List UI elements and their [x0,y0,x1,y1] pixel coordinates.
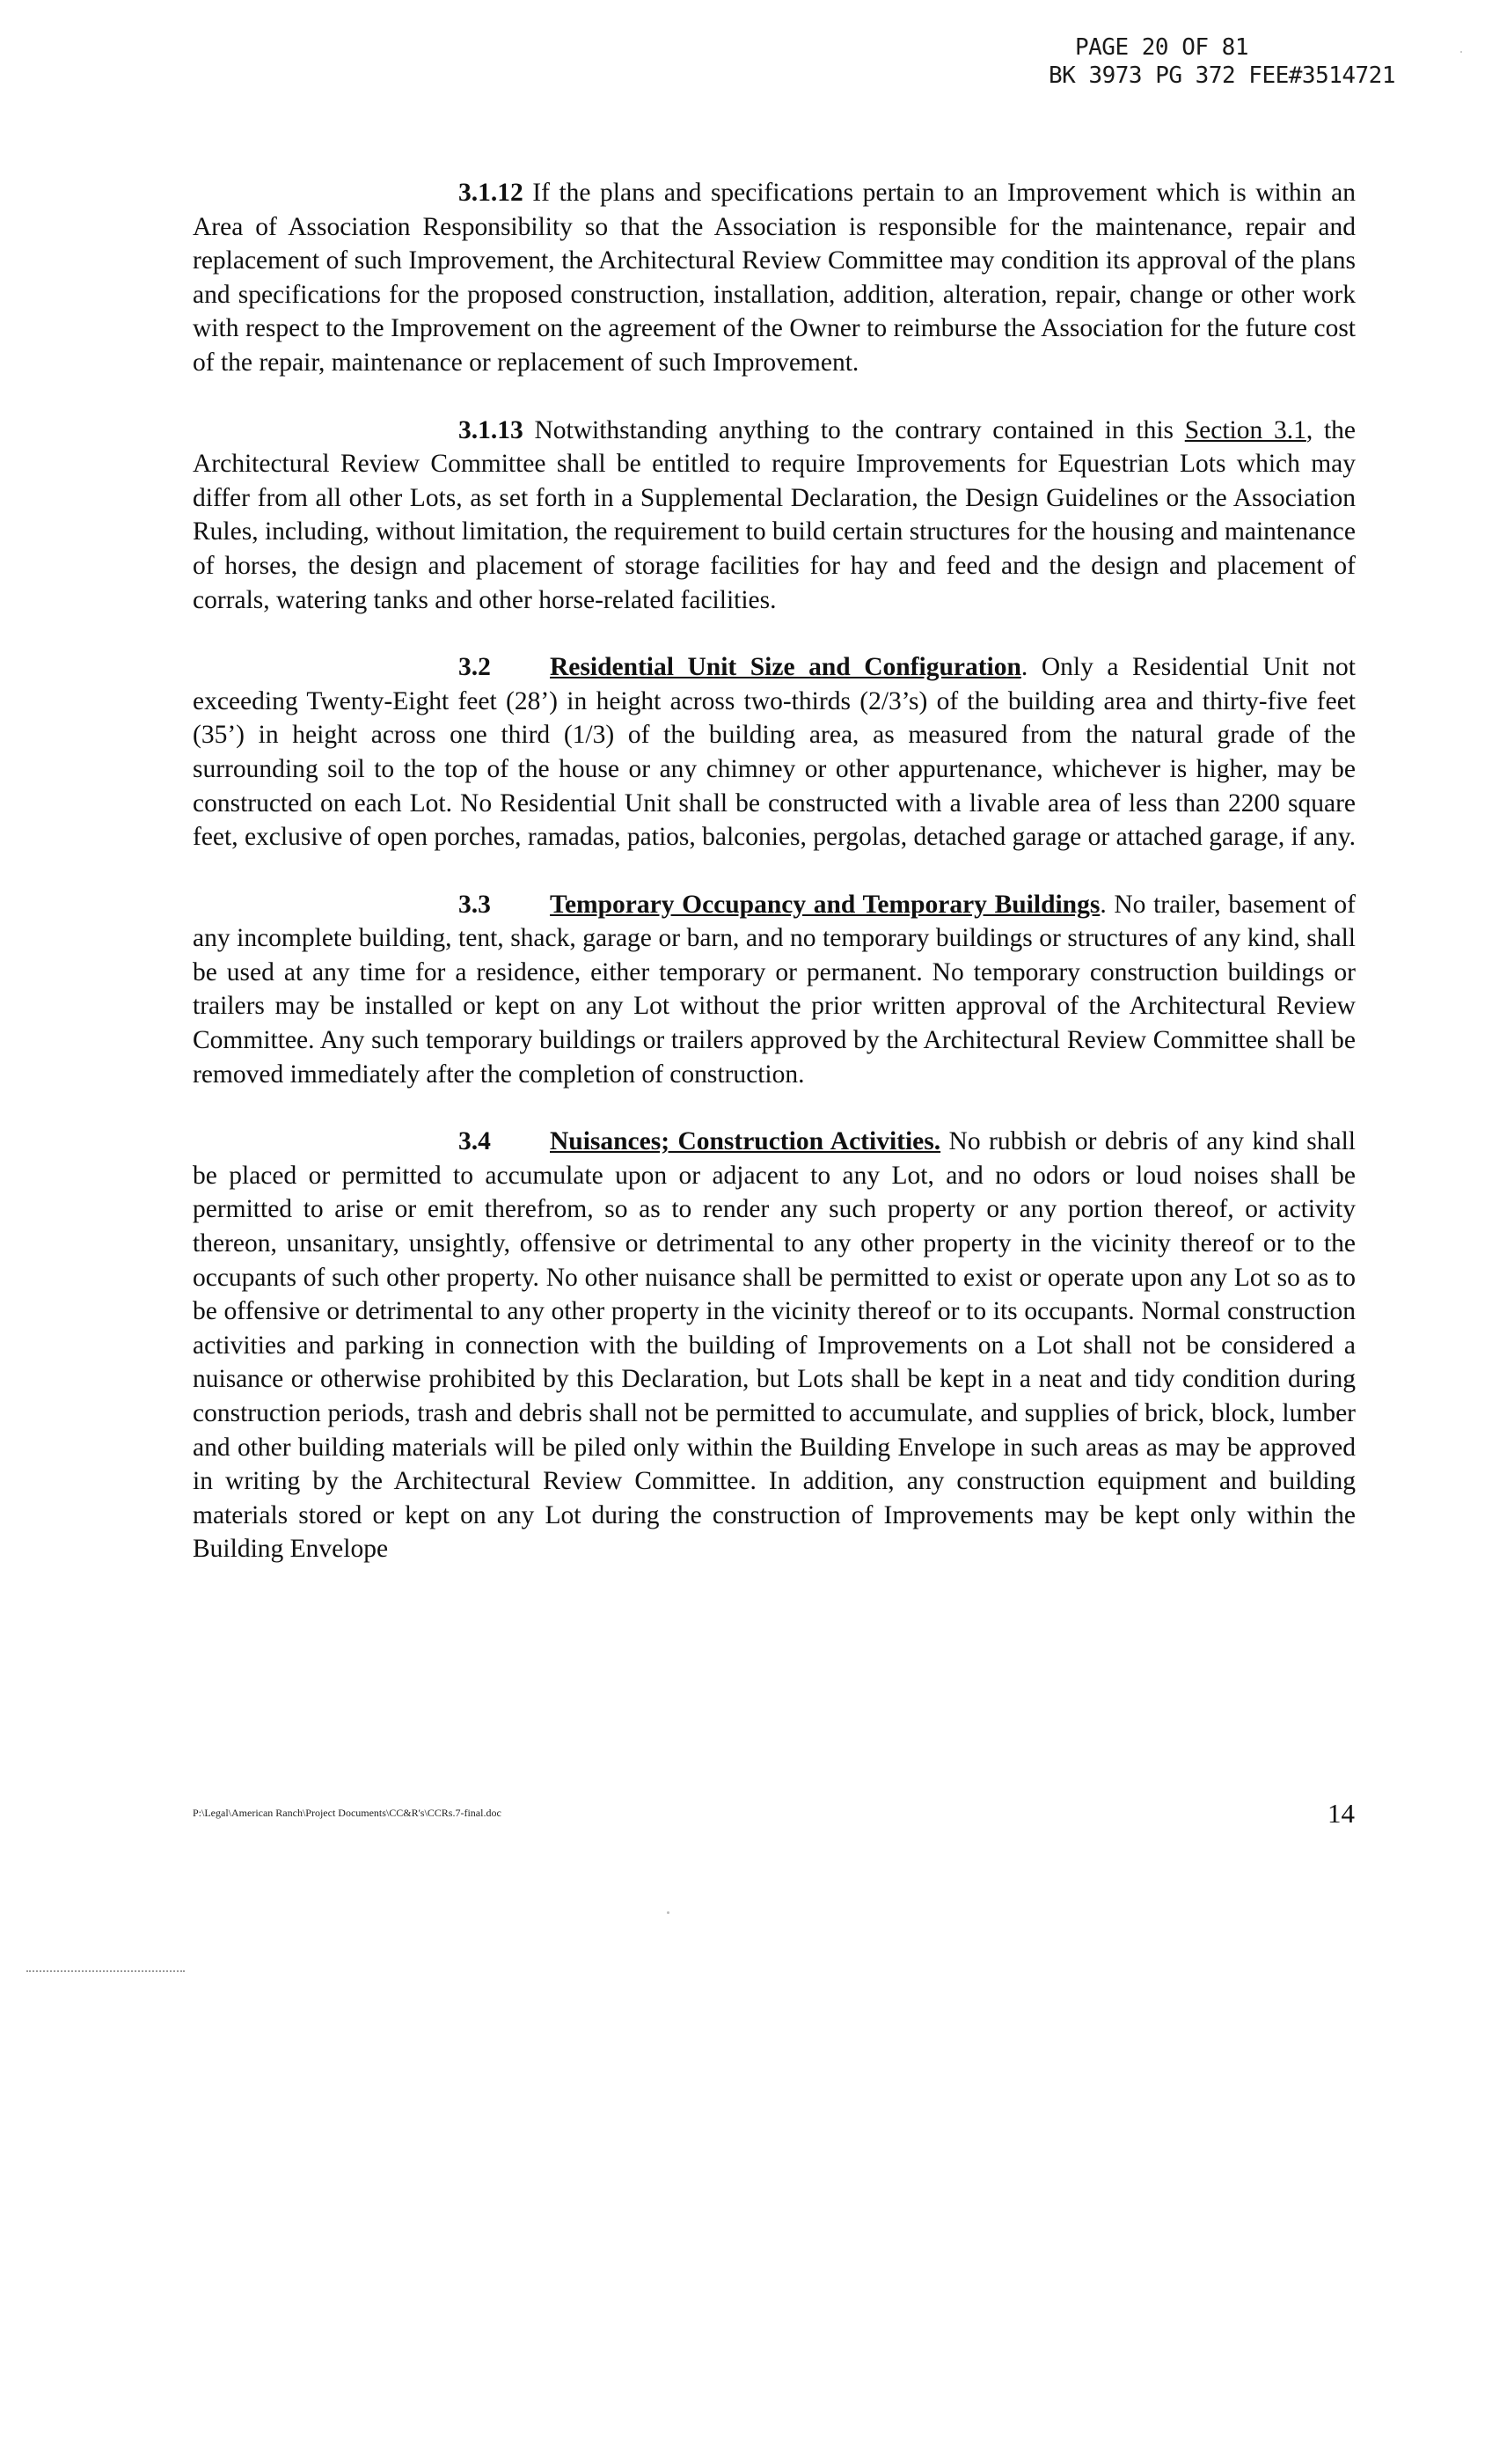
scan-artifact [1460,51,1462,53]
document-body [193,176,1356,1600]
scan-artifact [26,1970,185,1974]
paragraph-text: . No trailer, basement of any incomplete building, tent, shack, garage or barn, and no temporary buildings or structures of any kind, shall be used at any time for a residence, either temporary or permanent. No temporary construction buildings or trailers may be installed or kept on any Lot without the prior written approval of the Architectural Review Committee. Any such temporary buildings or trailers approved by the Architectural Review Committee shall be removed immediately after the completion of construction. [193,890,1356,1089]
section-heading: Temporary Occupancy and Temporary Buildings [550,890,1101,919]
paragraph-text: No rubbish or debris of any kind shall be placed or permitted to accumulate upon or adjacent to any Lot, and no odors or loud noises shall be permitted to arise or emit therefrom, so as to render any such property or any portion thereof, or activity thereon, unsanitary, unsightly, offensive or detrimental to any other property in the vicinity thereof or to the occupants of such other property. No other nuisance shall be permitted to exist or operate upon any Lot so as to be offensive or detrimental to any other property in the vicinity thereof or to its occupants. Normal construction activities and parking in connection with the building of Improvements on a Lot shall not be considered a nuisance or otherwise prohibited by this Declaration, but Lots shall be kept in a neat and tidy condition during construction periods, trash and debris shall not be permitted to accumulate, and supplies of brick, block, lumber and other building materials will be piled only within the Building Envelope in such areas as may be approved in writing by the Architectural Review Committee. In addition, any construction equipment and building materials stored or kept on any Lot during the construction of Improvements may be kept only within the Building Envelope [193,1127,1356,1564]
section-heading: Nuisances; Construction Activities. [550,1127,941,1156]
section-number: 3.2 [458,653,491,682]
section-3-2 [193,650,1356,854]
stamp-book-page-fee: BK 3973 PG 372 FEE#3514721 [1049,62,1395,89]
footer-file-path: P:\Legal\American Ranch\Project Documents\CC&R's\CCRs.7-final.doc [193,1807,501,1819]
scan-artifact [667,1911,669,1914]
paragraph-text-lead: Notwithstanding anything to the contrary contained in this [523,415,1185,444]
stamp-page-count: PAGE 20 OF 81 [1075,34,1248,61]
section-number: 3.4 [458,1127,491,1156]
section-3-4 [193,1125,1356,1566]
paragraph-3-1-13 [193,414,1356,618]
section-heading: Residential Unit Size and Configuration [550,653,1021,682]
paragraph-text: If the plans and specifications pertain to an Improvement which is within an Area of Association Responsibility so that the Association is responsible for the maintenance, repair and replacement of such Improvement, the Architectural Review Committee may condition its approval of the plans and specifications for the proposed construction, installation, addition, alteration, repair, change or other work with respect to the Improvement on the agreement of the Owner to reimburse the Association for the future cost of the repair, maintenance or replacement of such Improvement. [193,179,1356,377]
paragraph-text: , the Architectural Review Committee shall be entitled to require Improvements for Equestrian Lots which may differ from all other Lots, as set forth in a Supplemental Declaration, the Design Guidelines or the Association Rules, including, without limitation, the requirement to build certain structures for the housing and maintenance of horses, the design and placement of storage facilities for hay and feed and the design and placement of corrals, watering tanks and other horse-related facilities. [193,415,1356,614]
section-number: 3.3 [458,890,491,919]
recording-stamp [1049,33,1395,90]
section-3-3 [193,888,1356,1092]
section-reference: Section 3.1 [1184,415,1306,444]
paragraph-text: . Only a Residential Unit not exceeding Twenty-Eight feet (28’) in height across two-thirds (2/3’s) of the building area and thirty-five feet (35’) in height across one third (1/3) of the building area, as measured from the natural grade of the surrounding soil to the top of the house or any chimney or other appurtenance, whichever is higher, may be constructed on each Lot. No Residential Unit shall be constructed with a livable area of less than 2200 square feet, exclusive of open porches, ramadas, patios, balconies, pergolas, detached garage or attached garage, if any. [193,653,1357,852]
paragraph-3-1-12 [193,176,1356,380]
page-number: 14 [1327,1798,1355,1829]
section-number: 3.1.12 [458,179,523,207]
section-number: 3.1.13 [458,415,523,444]
